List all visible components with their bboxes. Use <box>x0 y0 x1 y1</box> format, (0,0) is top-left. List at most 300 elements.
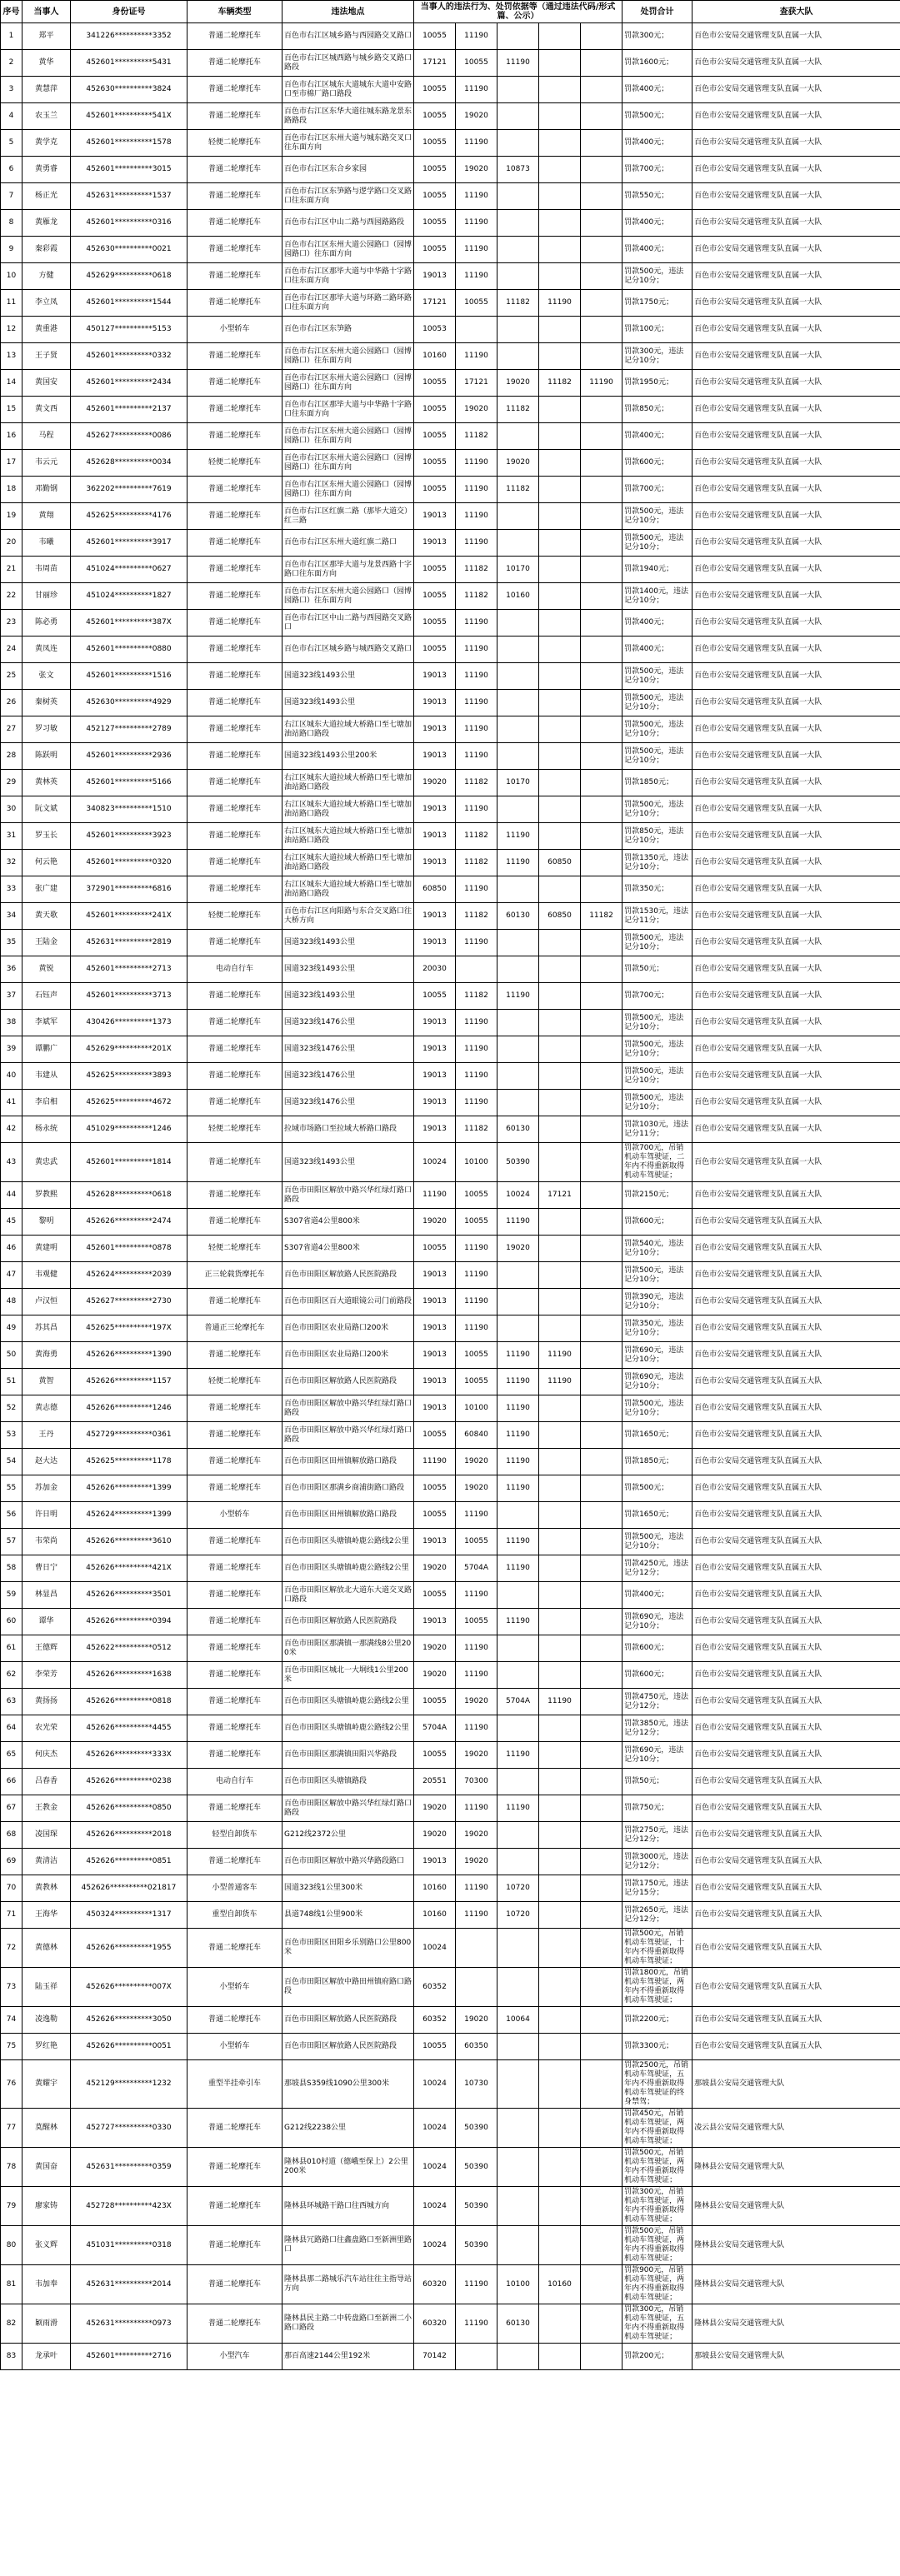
table-row <box>1 1582 900 1609</box>
cell-location: 右江区城东大道拉域大桥路口至七塘加油站路口路段 <box>282 850 414 876</box>
cell-code-2: 11190 <box>456 530 498 557</box>
cell-brigade: 百色市公安局交通管理支队直属一大队 <box>692 637 900 663</box>
cell-vehicle-type: 普通二轮摩托车 <box>188 983 282 1010</box>
cell-vehicle-type: 普通二轮摩托车 <box>188 610 282 637</box>
table-row <box>1 1849 900 1875</box>
cell-code-1: 10055 <box>414 983 456 1010</box>
cell-code-3: 10720 <box>498 1902 539 1929</box>
cell-penalty-total: 罚款700元； <box>622 983 692 1010</box>
cell-penalty-total: 罚款550元； <box>622 183 692 210</box>
cell-penalty-total: 罚款300元； <box>622 23 692 50</box>
cell-brigade: 百色市公安局交通管理支队直属一大队 <box>692 1143 900 1182</box>
cell-brigade: 百色市公安局交通管理支队直属一大队 <box>692 956 900 983</box>
cell-penalty-total: 罚款2650元，违法记分12分； <box>622 1902 692 1929</box>
cell-penalty-total: 罚款690元，违法记分10分； <box>622 1609 692 1635</box>
cell-penalty-total: 罚款1940元； <box>622 557 692 583</box>
table-row <box>1 1116 900 1143</box>
cell-brigade: 百色市公安局交通管理支队直属一大队 <box>692 477 900 503</box>
cell-code-1: 19020 <box>414 1822 456 1849</box>
table-row <box>1 610 900 637</box>
cell-code-5 <box>581 477 622 503</box>
cell-location: 国道323线1476公里 <box>282 1090 414 1116</box>
cell-code-2: 11190 <box>456 477 498 503</box>
cell-party: 谭华 <box>22 1609 71 1635</box>
cell-location: 百色市田阳区解放中路兴华红绿灯路口路段 <box>282 1395 414 1422</box>
cell-party: 张义辉 <box>22 2226 71 2265</box>
cell-index: 29 <box>1 770 22 796</box>
cell-code-1: 10055 <box>414 183 456 210</box>
table-row <box>1 157 900 183</box>
cell-penalty-total: 罚款500元，违法记分10分； <box>622 530 692 557</box>
cell-code-3 <box>498 743 539 770</box>
cell-id-number: 452631**********0359 <box>71 2148 188 2187</box>
cell-vehicle-type: 普通二轮摩托车 <box>188 1209 282 1236</box>
table-row <box>1 1555 900 1582</box>
cell-code-5 <box>581 770 622 796</box>
cell-party: 赵大达 <box>22 1449 71 1475</box>
table-row <box>1 103 900 130</box>
cell-penalty-total: 罚款500元，违法记分10分； <box>622 1529 692 1555</box>
cell-code-3 <box>498 1289 539 1315</box>
cell-id-number: 452622**********0512 <box>71 1635 188 1662</box>
cell-penalty-total: 罚款3850元，违法记分12分； <box>622 1715 692 1742</box>
cell-location: 百色市右江区向阳路与东合交叉路口往大桥方向 <box>282 903 414 930</box>
cell-index: 7 <box>1 183 22 210</box>
cell-index: 46 <box>1 1236 22 1262</box>
cell-brigade: 百色市公安局交通管理支队直属一大队 <box>692 557 900 583</box>
cell-location: 百色市右江区东州大道公园路口（园博园路口）往东面方向 <box>282 370 414 397</box>
cell-penalty-total: 罚款400元； <box>622 77 692 103</box>
table-row <box>1 850 900 876</box>
cell-code-4 <box>539 183 581 210</box>
table-row <box>1 583 900 610</box>
cell-vehicle-type: 普通二轮摩托车 <box>188 876 282 903</box>
cell-code-2: 11190 <box>456 237 498 263</box>
cell-index: 2 <box>1 50 22 77</box>
cell-penalty-total: 罚款540元，违法记分10分； <box>622 1236 692 1262</box>
cell-penalty-total: 罚款50元； <box>622 956 692 983</box>
table-row <box>1 477 900 503</box>
cell-code-2: 10055 <box>456 1609 498 1635</box>
cell-code-2: 11190 <box>456 1902 498 1929</box>
cell-index: 64 <box>1 1715 22 1742</box>
cell-code-1: 19013 <box>414 1116 456 1143</box>
cell-code-4 <box>539 1143 581 1182</box>
cell-brigade: 百色市公安局交通管理支队直属一大队 <box>692 157 900 183</box>
cell-code-5 <box>581 823 622 850</box>
cell-code-3 <box>498 876 539 903</box>
cell-location: 百色市右江区城西路与城乡路交叉路口路段 <box>282 50 414 77</box>
cell-id-number: 372901**********6816 <box>71 876 188 903</box>
cell-penalty-total: 罚款350元，违法记分10分； <box>622 1315 692 1342</box>
cell-code-1: 19013 <box>414 663 456 690</box>
cell-vehicle-type: 小型普通客车 <box>188 1875 282 1902</box>
cell-code-4 <box>539 1010 581 1036</box>
cell-location: 百色市田阳区解放中路兴华红绿灯路口路段 <box>282 1182 414 1209</box>
cell-code-5 <box>581 1689 622 1715</box>
cell-party: 甘丽珍 <box>22 583 71 610</box>
cell-code-4 <box>539 1582 581 1609</box>
table-row <box>1 2226 900 2265</box>
cell-code-5 <box>581 1795 622 1822</box>
cell-code-3 <box>498 503 539 530</box>
cell-brigade: 百色市公安局交通管理支队直属一大队 <box>692 237 900 263</box>
cell-index: 33 <box>1 876 22 903</box>
cell-code-2: 11190 <box>456 2265 498 2304</box>
cell-code-3 <box>498 130 539 157</box>
cell-vehicle-type: 小型轿车 <box>188 1502 282 1529</box>
cell-code-4 <box>539 557 581 583</box>
cell-id-number: 452630**********4929 <box>71 690 188 716</box>
cell-code-5 <box>581 157 622 183</box>
cell-brigade: 百色市公安局交通管理支队直属五大队 <box>692 2007 900 2034</box>
cell-code-2: 11190 <box>456 1090 498 1116</box>
cell-code-3 <box>498 1822 539 1849</box>
cell-code-5 <box>581 1555 622 1582</box>
cell-location: 隆林县民主路二中转盘路口至新洲二小路口路段 <box>282 2304 414 2344</box>
cell-code-4: 11190 <box>539 1369 581 1395</box>
cell-location: 百色市右江区东州大道公园路口（园博园路口）往东面方向 <box>282 237 414 263</box>
cell-brigade: 百色市公安局交通管理支队直属五大队 <box>692 1769 900 1795</box>
cell-brigade: 百色市公安局交通管理支队直属五大队 <box>692 1795 900 1822</box>
cell-code-2: 10100 <box>456 1143 498 1182</box>
cell-code-3: 19020 <box>498 1236 539 1262</box>
cell-penalty-total: 罚款700元； <box>622 477 692 503</box>
cell-index: 26 <box>1 690 22 716</box>
cell-brigade: 那坡县公安局交通管理大队 <box>692 2344 900 2370</box>
cell-penalty-total: 罚款750元； <box>622 1795 692 1822</box>
cell-penalty-total: 罚款2200元； <box>622 2007 692 2034</box>
cell-id-number: 452626**********2474 <box>71 1209 188 1236</box>
cell-vehicle-type: 普通二轮摩托车 <box>188 1929 282 1968</box>
cell-code-3 <box>498 1769 539 1795</box>
cell-penalty-total: 罚款500元，吊销机动车驾驶证，两年内不得重新取得机动车驾驶证； <box>622 2148 692 2187</box>
cell-id-number: 452626**********0051 <box>71 2034 188 2060</box>
cell-id-number: 452601**********3713 <box>71 983 188 1010</box>
cell-code-4 <box>539 503 581 530</box>
cell-party: 李立凤 <box>22 290 71 317</box>
cell-brigade: 百色市公安局交通管理支队直属五大队 <box>692 1236 900 1262</box>
cell-code-4: 60850 <box>539 903 581 930</box>
cell-index: 52 <box>1 1395 22 1422</box>
cell-code-2: 11182 <box>456 1116 498 1143</box>
cell-code-4 <box>539 1315 581 1342</box>
cell-vehicle-type: 小型轿车 <box>188 1968 282 2007</box>
table-row <box>1 1315 900 1342</box>
cell-vehicle-type: 普通二轮摩托车 <box>188 370 282 397</box>
cell-code-1: 19020 <box>414 1662 456 1689</box>
cell-brigade: 隆林县公安局交通管理大队 <box>692 2304 900 2344</box>
cell-code-3: 11190 <box>498 1475 539 1502</box>
cell-index: 40 <box>1 1063 22 1090</box>
cell-party: 黄清洁 <box>22 1849 71 1875</box>
cell-vehicle-type: 普通二轮摩托车 <box>188 690 282 716</box>
cell-code-5 <box>581 50 622 77</box>
cell-brigade: 百色市公安局交通管理支队直属一大队 <box>692 610 900 637</box>
cell-code-4 <box>539 1116 581 1143</box>
cell-location: 百色市田阳区农业局路口200米 <box>282 1342 414 1369</box>
cell-code-3 <box>498 1262 539 1289</box>
cell-id-number: 452127**********2789 <box>71 716 188 743</box>
cell-code-5 <box>581 1582 622 1609</box>
cell-id-number: 452601**********1578 <box>71 130 188 157</box>
cell-index: 35 <box>1 930 22 956</box>
cell-brigade: 百色市公安局交通管理支队直属一大队 <box>692 530 900 557</box>
cell-party: 农玉兰 <box>22 103 71 130</box>
cell-code-4 <box>539 1849 581 1875</box>
cell-vehicle-type: 小型汽车 <box>188 2344 282 2370</box>
cell-code-2: 11182 <box>456 850 498 876</box>
header-vehicle-type: 车辆类型 <box>188 1 282 23</box>
cell-code-2: 10055 <box>456 1529 498 1555</box>
table-row <box>1 1143 900 1182</box>
cell-location: 右江区城东大道拉域大桥路口至七塘加油站路口路段 <box>282 876 414 903</box>
cell-code-4 <box>539 2109 581 2148</box>
table-row <box>1 1929 900 1968</box>
cell-code-2: 19020 <box>456 157 498 183</box>
cell-vehicle-type: 普通二轮摩托车 <box>188 2265 282 2304</box>
cell-party: 吕春香 <box>22 1769 71 1795</box>
cell-party: 陆玉祥 <box>22 1968 71 2007</box>
cell-code-2: 11190 <box>456 716 498 743</box>
cell-code-5 <box>581 1742 622 1769</box>
cell-location: 百色市右江区中山二路与西园路路段 <box>282 210 414 237</box>
table-row <box>1 1662 900 1689</box>
cell-vehicle-type: 轻便二轮摩托车 <box>188 1236 282 1262</box>
table-row <box>1 1342 900 1369</box>
cell-penalty-total: 罚款850元； <box>622 397 692 423</box>
cell-vehicle-type: 轻便二轮摩托车 <box>188 1116 282 1143</box>
table-row <box>1 77 900 103</box>
cell-code-3 <box>498 1582 539 1609</box>
table-row <box>1 2344 900 2370</box>
cell-code-4 <box>539 2007 581 2034</box>
cell-code-2: 19020 <box>456 1689 498 1715</box>
cell-party: 黄国安 <box>22 370 71 397</box>
cell-vehicle-type: 轻型自卸货车 <box>188 1822 282 1849</box>
cell-index: 56 <box>1 1502 22 1529</box>
cell-id-number: 452626**********0394 <box>71 1609 188 1635</box>
cell-penalty-total: 罚款700元； <box>622 157 692 183</box>
cell-code-1: 19013 <box>414 1529 456 1555</box>
cell-penalty-total: 罚款500元，违法记分10分； <box>622 1010 692 1036</box>
cell-code-5 <box>581 1315 622 1342</box>
cell-location: 右江区城东大道拉域大桥路口至七塘加油站路口路段 <box>282 796 414 823</box>
cell-code-4 <box>539 2344 581 2370</box>
cell-id-number: 452629**********201X <box>71 1036 188 1063</box>
cell-id-number: 452626**********1955 <box>71 1929 188 1968</box>
cell-code-2: 50390 <box>456 2187 498 2226</box>
cell-code-4 <box>539 1422 581 1449</box>
table-row <box>1 743 900 770</box>
cell-code-2 <box>456 2344 498 2370</box>
cell-code-5: 11190 <box>581 370 622 397</box>
cell-code-1: 19013 <box>414 263 456 290</box>
table-body <box>1 23 900 2370</box>
cell-penalty-total: 罚款690元，违法记分10分； <box>622 1369 692 1395</box>
cell-code-4 <box>539 263 581 290</box>
cell-code-3 <box>498 1929 539 1968</box>
cell-index: 83 <box>1 2344 22 2370</box>
cell-code-4 <box>539 1609 581 1635</box>
cell-brigade: 百色市公安局交通管理支队直属五大队 <box>692 1422 900 1449</box>
cell-vehicle-type: 普通二轮摩托车 <box>188 1182 282 1209</box>
cell-party: 何云艳 <box>22 850 71 876</box>
table-row <box>1 1262 900 1289</box>
cell-code-5 <box>581 1475 622 1502</box>
cell-code-5 <box>581 716 622 743</box>
cell-code-1: 10055 <box>414 1475 456 1502</box>
table-header <box>1 1 900 23</box>
cell-code-5 <box>581 210 622 237</box>
cell-brigade: 百色市公安局交通管理支队直属一大队 <box>692 930 900 956</box>
table-row <box>1 1422 900 1449</box>
cell-code-4 <box>539 716 581 743</box>
cell-code-5 <box>581 397 622 423</box>
cell-code-4 <box>539 770 581 796</box>
cell-party: 何庆杰 <box>22 1742 71 1769</box>
cell-penalty-total: 罚款690元，违法记分10分； <box>622 1342 692 1369</box>
cell-index: 11 <box>1 290 22 317</box>
cell-code-4 <box>539 343 581 370</box>
cell-code-2: 11190 <box>456 1315 498 1342</box>
table-row <box>1 903 900 930</box>
cell-code-2: 11182 <box>456 557 498 583</box>
cell-index: 34 <box>1 903 22 930</box>
cell-id-number: 452601**********541X <box>71 103 188 130</box>
cell-code-4 <box>539 1875 581 1902</box>
cell-vehicle-type: 普通二轮摩托车 <box>188 1529 282 1555</box>
cell-vehicle-type: 电动自行车 <box>188 956 282 983</box>
cell-code-5 <box>581 1289 622 1315</box>
cell-brigade: 百色市公安局交通管理支队直属一大队 <box>692 583 900 610</box>
cell-code-3: 11182 <box>498 290 539 317</box>
cell-location: 右江区城东大道拉域大桥路口至七塘加油站路口路段 <box>282 716 414 743</box>
cell-index: 25 <box>1 663 22 690</box>
cell-code-4 <box>539 743 581 770</box>
cell-code-1: 10160 <box>414 343 456 370</box>
cell-vehicle-type: 普通二轮摩托车 <box>188 1795 282 1822</box>
cell-penalty-total: 罚款100元； <box>622 317 692 343</box>
cell-id-number: 452626**********3501 <box>71 1582 188 1609</box>
cell-penalty-total: 罚款500元，吊销机动车驾驶证，两年内不得重新取得机动车驾驶证； <box>622 2226 692 2265</box>
cell-code-2: 11190 <box>456 2304 498 2344</box>
cell-code-1: 10055 <box>414 130 456 157</box>
cell-party: 罗教熙 <box>22 1182 71 1209</box>
cell-penalty-total: 罚款850元，违法记分10分； <box>622 823 692 850</box>
cell-vehicle-type: 普通二轮摩托车 <box>188 1635 282 1662</box>
cell-id-number: 452626**********1638 <box>71 1662 188 1689</box>
cell-vehicle-type: 普通二轮摩托车 <box>188 2187 282 2226</box>
cell-index: 62 <box>1 1662 22 1689</box>
cell-id-number: 430426**********1373 <box>71 1010 188 1036</box>
cell-code-1: 19013 <box>414 1849 456 1875</box>
cell-id-number: 452626**********3050 <box>71 2007 188 2034</box>
cell-code-1: 10055 <box>414 1689 456 1715</box>
cell-party: 谭鹏广 <box>22 1036 71 1063</box>
cell-location: 国道323线1476公里 <box>282 1036 414 1063</box>
cell-index: 47 <box>1 1262 22 1289</box>
cell-location: 百色市田阳区田阳乡乐别路口公里800米 <box>282 1929 414 1968</box>
cell-brigade: 百色市公安局交通管理支队直属五大队 <box>692 1635 900 1662</box>
cell-code-1: 10024 <box>414 2060 456 2109</box>
cell-location: 百色市田阳区解放中路田州镇府路口路段 <box>282 1968 414 2007</box>
cell-brigade: 百色市公安局交通管理支队直属一大队 <box>692 876 900 903</box>
cell-brigade: 百色市公安局交通管理支队直属一大队 <box>692 983 900 1010</box>
cell-code-4 <box>539 1236 581 1262</box>
cell-code-5 <box>581 130 622 157</box>
cell-party: 韦建从 <box>22 1063 71 1090</box>
cell-id-number: 340823**********1510 <box>71 796 188 823</box>
cell-code-3 <box>498 716 539 743</box>
cell-index: 53 <box>1 1422 22 1449</box>
cell-index: 44 <box>1 1182 22 1209</box>
cell-code-4 <box>539 2187 581 2226</box>
cell-index: 71 <box>1 1902 22 1929</box>
cell-party: 颖雨滑 <box>22 2304 71 2344</box>
cell-vehicle-type: 普通二轮摩托车 <box>188 290 282 317</box>
cell-code-4 <box>539 1929 581 1968</box>
table-row <box>1 876 900 903</box>
cell-index: 23 <box>1 610 22 637</box>
cell-vehicle-type: 普通二轮摩托车 <box>188 2007 282 2034</box>
cell-code-3 <box>498 237 539 263</box>
cell-id-number: 452601**********0878 <box>71 1236 188 1262</box>
table-row <box>1 1529 900 1555</box>
cell-id-number: 452631**********0973 <box>71 2304 188 2344</box>
table-row <box>1 450 900 477</box>
cell-index: 4 <box>1 103 22 130</box>
cell-code-4 <box>539 157 581 183</box>
cell-penalty-total: 罚款1530元，违法记分11分； <box>622 903 692 930</box>
cell-code-3: 11190 <box>498 983 539 1010</box>
cell-code-1: 19013 <box>414 1063 456 1090</box>
cell-brigade: 百色市公安局交通管理支队直属五大队 <box>692 2034 900 2060</box>
cell-code-3: 11190 <box>498 1555 539 1582</box>
cell-penalty-total: 罚款500元，违法记分10分； <box>622 1262 692 1289</box>
cell-location: 国道323线1476公里 <box>282 1063 414 1090</box>
cell-code-3: 11182 <box>498 477 539 503</box>
cell-id-number: 452601**********2716 <box>71 2344 188 2370</box>
cell-index: 14 <box>1 370 22 397</box>
cell-code-5 <box>581 930 622 956</box>
cell-party: 阮文斌 <box>22 796 71 823</box>
cell-id-number: 452601**********1544 <box>71 290 188 317</box>
cell-code-4 <box>539 823 581 850</box>
cell-location: 百色市田阳区头塘镇岭鹿公路线2公里 <box>282 1555 414 1582</box>
cell-party: 李荣芳 <box>22 1662 71 1689</box>
cell-code-1: 19013 <box>414 1609 456 1635</box>
cell-code-3 <box>498 1662 539 1689</box>
cell-location: 县道748线1公里900米 <box>282 1902 414 1929</box>
cell-code-5 <box>581 503 622 530</box>
cell-code-1: 10055 <box>414 610 456 637</box>
cell-penalty-total: 罚款450元，吊销机动车驾驶证，两年内不得重新取得机动车驾驶证； <box>622 2109 692 2148</box>
cell-brigade: 百色市公安局交通管理支队直属五大队 <box>692 1342 900 1369</box>
cell-code-5 <box>581 1262 622 1289</box>
cell-code-5 <box>581 2148 622 2187</box>
cell-code-3: 11190 <box>498 1529 539 1555</box>
cell-penalty-total: 罚款900元，吊销机动车驾驶证，两年内不得重新取得机动车驾驶证； <box>622 2265 692 2304</box>
cell-index: 8 <box>1 210 22 237</box>
cell-location: 隆林县冗路路口往鑫盘路口至新洲里路口 <box>282 2226 414 2265</box>
table-row <box>1 2187 900 2226</box>
cell-vehicle-type: 普通二轮摩托车 <box>188 716 282 743</box>
cell-penalty-total: 罚款1030元，违法记分11分； <box>622 1116 692 1143</box>
cell-location: 右江区城东大道拉域大桥路口至七塘加油站路口路段 <box>282 823 414 850</box>
cell-code-2: 17121 <box>456 370 498 397</box>
table-row <box>1 2034 900 2060</box>
